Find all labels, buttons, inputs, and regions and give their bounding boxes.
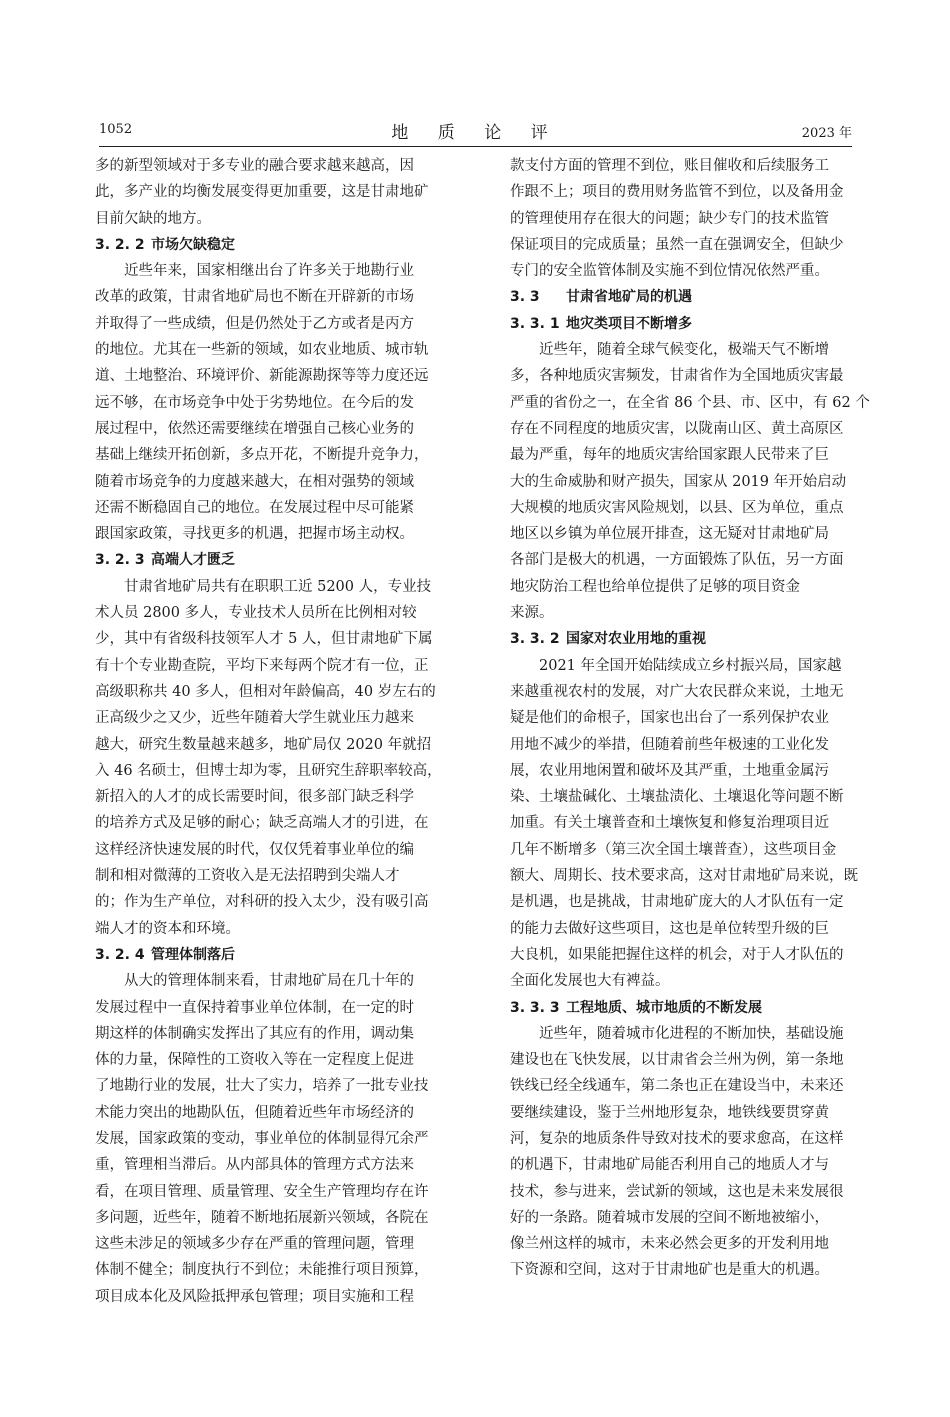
text-line: 展过程中，依然还需要继续在增强自己核心业务的 [95,420,414,437]
publication-year: 2023 年 [801,126,852,141]
text-line: 制和相对微薄的工资收入是无法招聘到尖端人才 [95,868,400,885]
section-heading [510,626,888,652]
text-line: 最为严重，每年的地质灾害给国家跟人民带来了巨 [510,447,829,464]
text-line: 地区以乡镇为单位展开排查，这无疑对甘肃地矿局 [510,526,829,543]
text-line: 是机遇，也是挑战，甘肃地矿庞大的人才队伍有一定 [510,894,844,911]
text-line: 要继续建设，鉴于兰州地形复杂，地铁线要贯穿黄 [510,1104,829,1121]
running-header [99,114,852,144]
text-line: 有十个专业勘查院，平均下来每两个院才有一位，正 [95,657,429,674]
text-line: 术人员 2800 多人，专业技术人员所在比例相对较 [95,605,417,622]
text-line: 入 46 名硕士，但博士却为零，且研究生辞职率较高， [95,762,442,779]
text-line: 多问题，近些年，随着不断地拓展新兴领域，各院在 [95,1209,429,1226]
text-line: 这些未涉足的领域多少存在严重的管理问题，管理 [95,1236,414,1253]
right-column [510,153,888,1284]
text-line: 越大，研究生数量越来越多，地矿局仅 2020 年就招 [95,736,432,753]
text-line: 项目成本化及风险抵押承包管理；项目实施和工程 [95,1288,414,1305]
text-line: 保证项目的完成质量；虽然一直在强调安全，但缺少 [510,236,844,253]
paragraph-first-line: 甘肃省地矿局共有在职职工近 5200 人，专业技 [124,578,432,595]
text-line: 大规模的地质灾害风险规划，以县、区为单位，重点 [510,499,844,516]
text-line: 还需不断稳固自己的地位。在发展过程中尽可能紧 [95,499,414,516]
text-line: 看，在项目管理、质量管理、安全生产管理均存在许 [95,1183,429,1200]
text-line: 来越重视农村的发展，对广大农民群众来说，土地无 [510,683,844,700]
section-title: 工程地质、城市地质的不断发展 [566,999,762,1016]
text-line: 端人才的资本和环境。 [95,920,240,937]
text-line: 加重。有关土壤普查和土壤恢复和修复治理项目近 [510,815,829,832]
text-line: 像兰州这样的城市，未来必然会更多的开发利用地 [510,1236,829,1253]
section-number: 3. 3. 1 [510,315,560,332]
section-heading [510,995,888,1021]
text-line: 体制不健全；制度执行不到位；未能推行项目预算， [95,1262,429,1279]
text-line: 这样经济快速发展的时代，仅仅凭着事业单位的编 [95,841,414,858]
text-line: 全面化发展也大有裨益。 [510,973,670,990]
text-line: 几年不断增多（第三次全国土壤普查），这些项目金 [510,841,837,858]
text-line: 各部门是极大的机遇，一方面锻炼了队伍，另一方面 [510,552,844,569]
section-number: 3. 2. 3 [95,552,145,569]
text-line: 的；作为生产单位，对科研的投入太少，没有吸引高 [95,894,429,911]
text-line: 好的一条路。随着城市发展的空间不断地被缩小， [510,1209,829,1226]
text-line: 的机遇下，甘肃地矿局能否利用自己的地质人才与 [510,1157,829,1174]
section-heading [95,942,473,968]
section-heading [95,232,473,258]
text-line: 大良机，如果能把握住这样的机会，对于人才队伍的 [510,946,844,963]
text-line: 建设也在飞快发展，以甘肃省会兰州为例，第一条地 [510,1052,844,1069]
section-number: 3. 3. 3 [510,999,560,1016]
text-line: 大的生命威胁和财产损失，国家从 2019 年开始启动 [510,473,847,490]
section-title: 甘肃省地矿局的机遇 [566,289,692,306]
paragraph-first-line: 从大的管理体制来看，甘肃地矿局在几十年的 [124,973,414,990]
text-line: 随着市场竞争的力度越来越大，在相对强势的领域 [95,473,414,490]
text-line: 并取得了一些成绩，但是仍然处于乙方或者是丙方 [95,315,414,332]
text-line: 展，农业用地闲置和破坏及其严重，土地重金属污 [510,762,829,779]
text-line: 下资源和空间，这对于甘肃地矿也是重大的机遇。 [510,1262,829,1279]
text-line: 术能力突出的地勘队伍，但随着近些年市场经济的 [95,1104,414,1121]
text-line: 的地位。尤其在一些新的领域，如农业地质、城市轨 [95,342,429,359]
text-line: 款支付方面的管理不到位，账目催收和后续服务工 [510,158,829,174]
text-line: 疑是他们的命根子，国家也出台了一系列保护农业 [510,710,829,727]
section-number: 3. 2. 2 [95,236,145,253]
text-line: 铁线已经全线通车，第二条也正在建设当中，未来还 [510,1078,844,1095]
text-line: 此，多产业的均衡发展变得更加重要，这是甘肃地矿 [95,184,429,201]
section-heading [510,284,888,310]
section-title: 市场欠缺稳定 [151,236,235,253]
text-line: 的培养方式及足够的耐心；缺乏高端人才的引进，在 [95,815,429,832]
text-line: 额大、周期长、技术要求高，这对甘肃地矿局来说，既 [510,868,858,885]
paragraph-first-line: 近些年，随着城市化进程的不断加快，基础设施 [539,1025,844,1042]
text-line: 跟国家政策，寻找更多的机遇，把握市场主动权。 [95,526,414,543]
section-title: 管理体制落后 [151,946,235,963]
section-heading [95,547,473,573]
paragraph-first-line: 近些年，随着全球气候变化，极端天气不断增 [539,342,829,359]
text-line: 发展，国家政策的变动，事业单位的体制显得冗余严 [95,1130,429,1147]
section-title: 国家对农业用地的重视 [566,631,706,648]
text-line: 基础上继续开拓创新，多点开花，不断提升竞争力， [95,447,429,464]
section-number: 3. 3 [510,289,540,306]
text-line: 地灾防治工程也给单位提供了足够的项目资金 [510,578,800,595]
journal-title: 地 质 论 评 [391,123,560,143]
text-line: 道、土地整治、环境评价、新能源勘探等等力度还远 [95,368,429,385]
text-line: 来源。 [510,605,554,622]
text-line: 作跟不上；项目的费用财务监管不到位，以及备用金 [510,184,844,201]
text-line: 了地勘行业的发展，壮大了实力，培养了一批专业技 [95,1078,429,1095]
text-line: 用地不减少的举措，但随着前些年极速的工业化发 [510,736,829,753]
paragraph-first-line: 近些年来，国家相继出台了许多关于地勘行业 [124,263,414,280]
text-line: 目前欠缺的地方。 [95,210,211,227]
header-rule [99,146,852,147]
text-line: 高级职称共 40 多人，但相对年龄偏高，40 岁左右的 [95,683,436,700]
paragraph-first-line: 2021 年全国开始陆续成立乡村振兴局，国家越 [539,657,842,674]
text-line: 新招入的人才的成长需要时间，很多部门缺乏科学 [95,789,414,806]
text-line: 专门的安全监管体制及实施不到位情况依然严重。 [510,263,829,280]
text-line: 重，管理相当滞后。从内部具体的管理方式方法来 [95,1157,414,1174]
text-line: 技术，参与进来，尝试新的领域，这也是未来发展很 [510,1183,844,1200]
text-line: 体的力量，保障性的工资收入等在一定程度上促进 [95,1052,414,1069]
text-line: 多的新型领域对于多专业的融合要求越来越高，因 [95,158,414,174]
text-line: 的管理使用存在很大的问题；缺少专门的技术监管 [510,210,829,227]
text-line: 存在不同程度的地质灾害，以陇南山区、黄土高原区 [510,420,844,437]
section-title: 地灾类项目不断增多 [566,315,692,332]
text-line: 染、土壤盐碱化、土壤盐渍化、土壤退化等问题不断 [510,789,844,806]
text-line: 严重的省份之一，在全省 86 个县、市、区中，有 62 个 [510,394,870,411]
text-line: 少，其中有省级科技领军人才 5 人，但甘肃地矿下属 [95,631,433,648]
text-line: 远不够，在市场竞争中处于劣势地位。在今后的发 [95,394,414,411]
text-line: 改革的政策，甘肃省地矿局也不断在开辟新的市场 [95,289,414,306]
section-number: 3. 3. 2 [510,631,560,648]
section-heading [510,311,888,337]
section-title: 高端人才匮乏 [151,552,235,569]
text-line: 的能力去做好这些项目，这也是单位转型升级的巨 [510,920,829,937]
left-column [95,153,473,1310]
page-number: 1052 [99,122,133,137]
section-number: 3. 2. 4 [95,946,145,963]
text-line: 河，复杂的地质条件导致对技术的要求愈高，在这样 [510,1130,844,1147]
text-line: 期这样的体制确实发挥出了其应有的作用，调动集 [95,1025,414,1042]
text-line: 发展过程中一直保持着事业单位体制，在一定的时 [95,999,414,1016]
text-line: 正高级少之又少，近些年随着大学生就业压力越来 [95,710,414,727]
text-line: 多，各种地质灾害频发，甘肃省作为全国地质灾害最 [510,368,844,385]
